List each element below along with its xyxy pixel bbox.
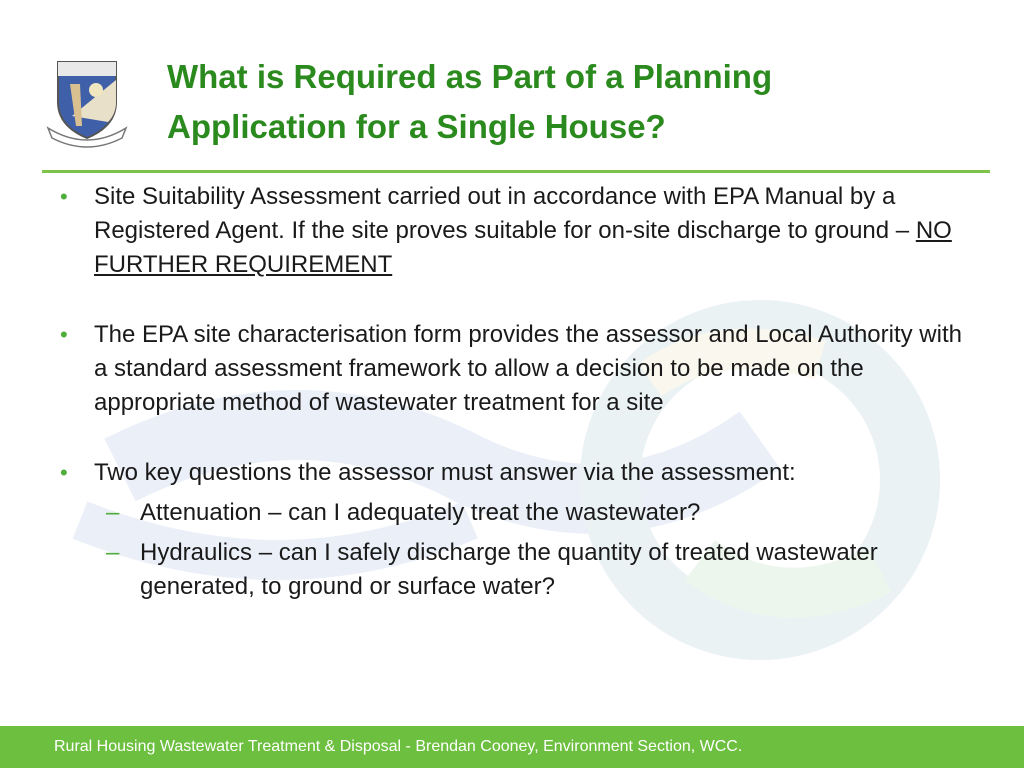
bullet-text: Site Suitability Assessment carried out in accordance with EPA Manual by a Registered Agent. If the site proves suitable for on-site discharge to ground –: [94, 183, 916, 244]
county-crest-icon: [42, 56, 132, 148]
bullet-marker: •: [60, 322, 68, 347]
slide-title: What is Required as Part of a Planning Application for a Single House?: [167, 58, 773, 145]
bullet-text: Two key questions the assessor must answer via the assessment:: [94, 459, 796, 486]
bullet-marker: •: [60, 460, 68, 485]
bullet-list: [60, 180, 980, 640]
footer-text: Rural Housing Wastewater Treatment & Disposal - Brendan Cooney, Environment Section, WCC.: [54, 738, 743, 755]
bullet-text: The EPA site characterisation form provides the assessor and Local Authority with a standard assessment framework to allow a decision to be made on the appropriate method of wastewater treatment for a site: [94, 321, 962, 416]
dash-marker: –: [106, 539, 120, 566]
bullet-item-characterisation-form: [60, 318, 980, 420]
bullet-item-key-questions: [60, 456, 980, 604]
dash-marker: –: [106, 499, 120, 526]
title-divider: [42, 170, 990, 173]
sub-item-attenuation: [94, 496, 980, 530]
bullet-marker: •: [60, 184, 68, 209]
sub-item-hydraulics: [94, 536, 980, 604]
sub-item-text: Attenuation – can I adequately treat the wastewater?: [140, 499, 701, 526]
footer-bar: [0, 726, 1024, 768]
bullet-item-site-assessment: [60, 180, 980, 282]
sub-item-text: Hydraulics – can I safely discharge the quantity of treated wastewater generated, to ground or surface water?: [140, 539, 878, 600]
no-further-requirement-emphasis: NO FURTHER REQUIREMENT: [94, 217, 952, 278]
